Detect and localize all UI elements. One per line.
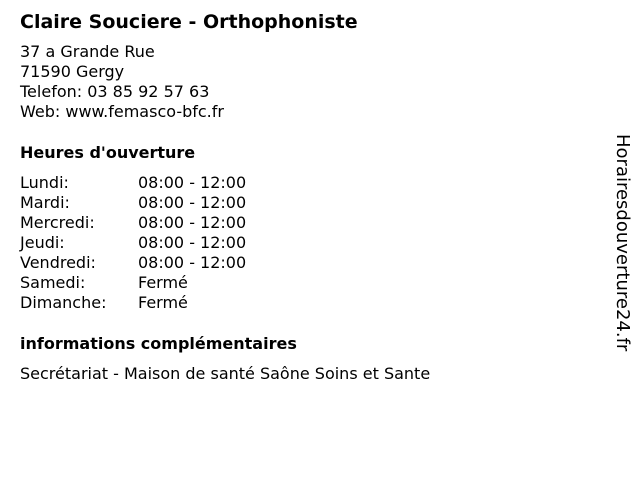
opening-hours-heading: Heures d'ouverture <box>20 143 196 162</box>
hours-value: 08:00 - 12:00 <box>138 213 247 232</box>
hours-row-sunday <box>20 293 246 313</box>
day-label: Mercredi: <box>20 213 95 232</box>
address-city: 71590 Gergy <box>20 62 125 81</box>
website: Web: www.femasco-bfc.fr <box>20 102 224 121</box>
hours-row-thursday <box>20 233 246 253</box>
day-label: Samedi: <box>20 273 86 292</box>
hours-row-friday <box>20 253 246 273</box>
phone-number: Telefon: 03 85 92 57 63 <box>20 82 210 101</box>
business-title: Claire Souciere - Orthophoniste <box>20 11 358 33</box>
business-card <box>20 10 580 384</box>
day-label: Vendredi: <box>20 253 96 272</box>
hours-row-tuesday <box>20 193 246 213</box>
day-label: Lundi: <box>20 173 69 192</box>
hours-value: Fermé <box>138 293 188 312</box>
hours-row-monday <box>20 173 246 193</box>
address-block <box>20 42 580 122</box>
hours-value: Fermé <box>138 273 188 292</box>
day-label: Mardi: <box>20 193 70 212</box>
hours-row-wednesday <box>20 213 246 233</box>
additional-info-text: Secrétariat - Maison de santé Saône Soins et Sante <box>20 364 431 383</box>
day-label: Jeudi: <box>20 233 65 252</box>
hours-value: 08:00 - 12:00 <box>138 253 247 272</box>
opening-hours-table <box>20 173 246 313</box>
hours-value: 08:00 - 12:00 <box>138 193 247 212</box>
site-watermark: Horairesdouverture24.fr <box>612 134 633 352</box>
hours-value: 08:00 - 12:00 <box>138 173 247 192</box>
day-label: Dimanche: <box>20 293 107 312</box>
hours-value: 08:00 - 12:00 <box>138 233 247 252</box>
hours-row-saturday <box>20 273 246 293</box>
additional-info-heading: informations complémentaires <box>20 334 297 353</box>
address-street: 37 a Grande Rue <box>20 42 155 61</box>
